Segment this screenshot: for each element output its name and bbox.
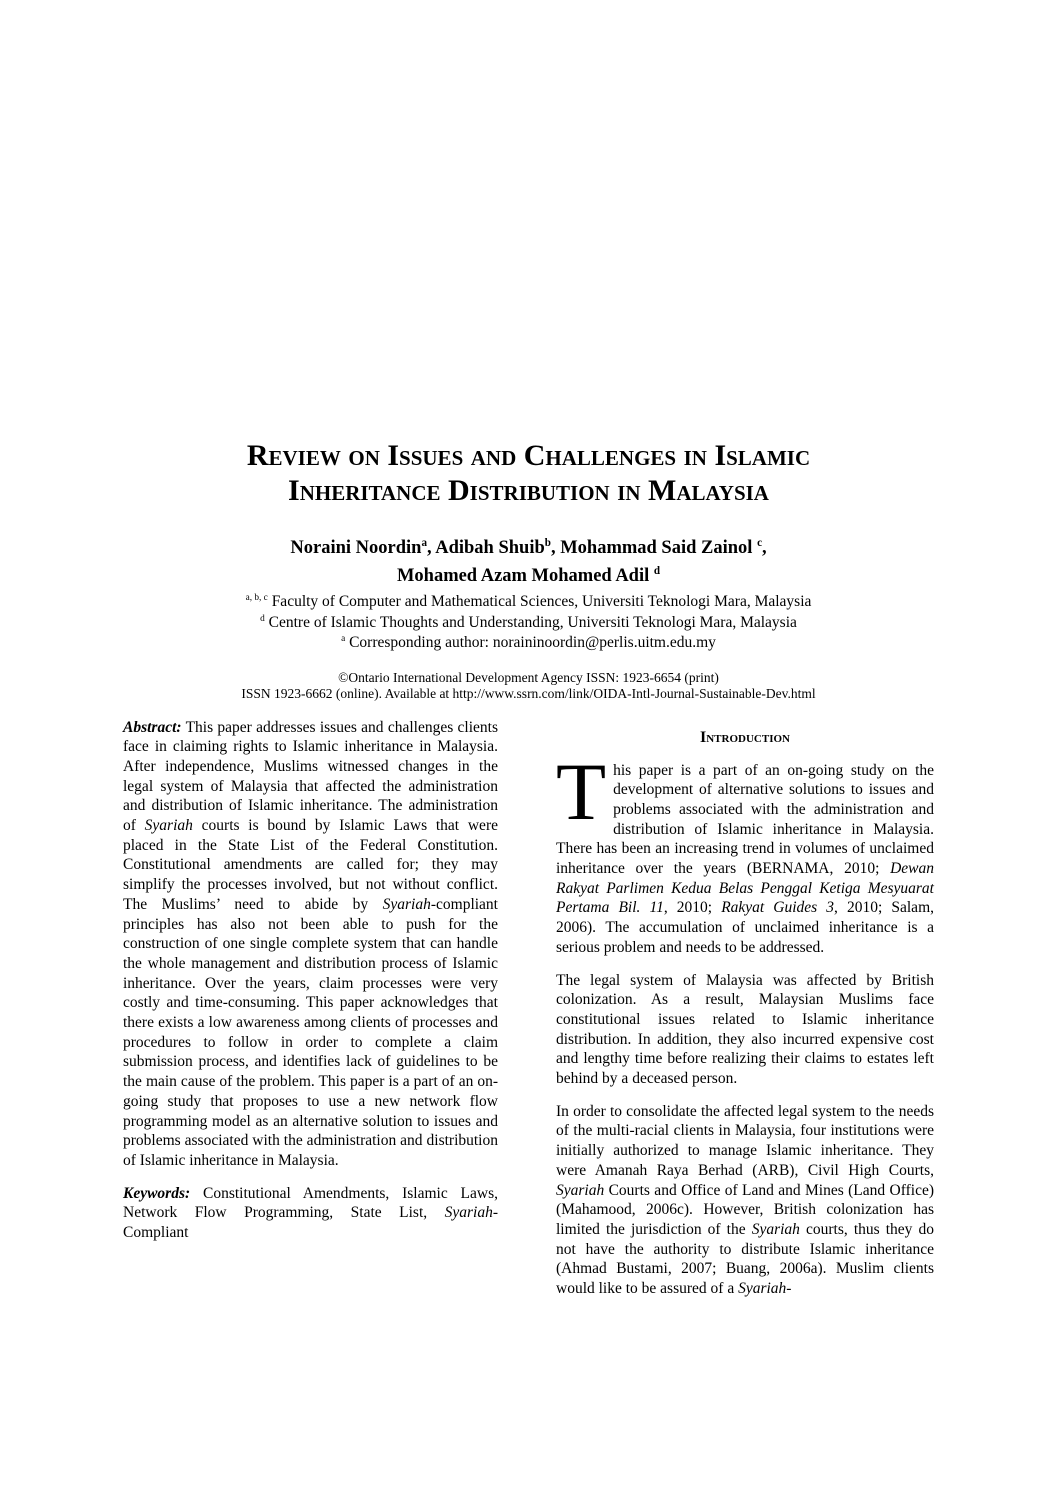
- intro-paragraph-3: In order to consolidate the affected legal system to the needs of the multi-racial clients in Malaysia, four institutions were initially authorized to manage Islamic inheritance. They were Amanah Raya Berhad (ARB), Civil High Courts, Syariah Courts and Office of Land and Mines (Land Office) (Mahamood, 2006c). However, British colonization has limited the jurisdiction of the Syariah courts, thus they do not have the authority to distribute Islamic inheritance (Ahmad Bustami, 2007; Buang, 2006a). Muslim clients would like to be assured of a Syariah-: [556, 1102, 934, 1298]
- dropcap-letter: T: [556, 745, 607, 837]
- author-line-1: Noraini Noordin$^a$, Adibah Shuib$^b$, Mohammad Said Zainol $^c$,: [290, 536, 767, 558]
- affiliations: [123, 592, 934, 654]
- copyright-issn-print-line: ©Ontario International Development Agency ISSN: 1923-6654 (print): [338, 669, 719, 685]
- section-heading-introduction: Introduction: [700, 728, 790, 746]
- paper-title: [123, 438, 934, 508]
- paper-title-line-2: Inheritance Distribution in Malaysia: [288, 474, 769, 507]
- intro-paragraph-1: [556, 745, 934, 958]
- right-column: [556, 718, 934, 1299]
- author-line-2: Mohamed Azam Mohamed Adil $^d$: [396, 564, 661, 586]
- keywords-paragraph: Keywords: Constitutional Amendments, Islamic Laws, Network Flow Programming, State List, Syariah- Compliant: [123, 1184, 498, 1242]
- intro-paragraph-1-text: his paper is a part of an on-going study on the development of alternative solutions to issues and problems associated with the administration and distribution of Islamic inheritance in Malaysia. There has been an increasing trend in volumes of unclaimed inheritance over the years (BERNAMA, 2010; Dewan Rakyat Parlimen Kedua Belas Penggal Ketiga Mesyuarat Pertama Bil. 11, 2010; Rakyat Guides 3, 2010; Salam, 2006). The accumulation of unclaimed inheritance is a serious problem and needs to be addressed.: [556, 761, 934, 956]
- paper-title-line-1: Review on Issues and Challenges in Islamic: [246, 439, 811, 472]
- affiliation-1: $^{a, b, c}$ Faculty of Computer and Mathematical Sciences, Universiti Teknologi Mara, Malaysia: [245, 592, 812, 610]
- two-column-body: [123, 718, 934, 1299]
- issn-online-url-line: ISSN 1923-6662 (online). Available at http://www.ssrn.com/link/OIDA-Intl-Journal-Sustainable-Dev.html: [241, 686, 816, 701]
- abstract-paragraph: Abstract: This paper addresses issues and challenges clients face in claiming rights to Islamic inheritance in Malaysia. After independence, Muslims witnessed changes in the legal system of Malaysia that affected the administration and distribution of Islamic inheritance. The administration of Syariah courts is bound by Islamic Laws that were placed in the State List of the Federal Constitution. Constitutional amendments are called for; they may simplify the processes involved, but not without conflict. The Muslims’ need to abide by Syariah-compliant principles has also not been able to push for the construction of one single complete system that can handle the whole management and distribution process of Islamic inheritance. Over the years, claim processes were very costly and time-consuming. This paper acknowledges that there exists a low awareness among clients of processes and procedures to follow in order to complete a claim submission process, and identifies lack of guidelines to be the main cause of the problem. This paper is a part of an on-going study that proposes to use a new network flow programming model as an alternative solution to issues and problems associated with the administration and distribution of Islamic inheritance in Malaysia.: [123, 718, 498, 1169]
- paper-content: [0, 438, 1058, 1299]
- affiliation-2: $^d$ Centre of Islamic Thoughts and Understanding, Universiti Teknologi Mara, Malaysia: [260, 613, 797, 631]
- left-column: [123, 718, 498, 1299]
- author-list: [123, 534, 934, 590]
- intro-paragraph-2: The legal system of Malaysia was affected by British colonization. As a result, Malaysian Muslims face constitutional issues related to Islamic inheritance distribution. In addition, they also incurred expensive cost and lengthy time before realizing their claims to estates left behind by a deceased person.: [556, 971, 934, 1088]
- journal-imprint: [123, 670, 934, 703]
- corresponding-author-line: $^a$ Corresponding author: noraininoordin@perlis.uitm.edu.my: [341, 633, 716, 651]
